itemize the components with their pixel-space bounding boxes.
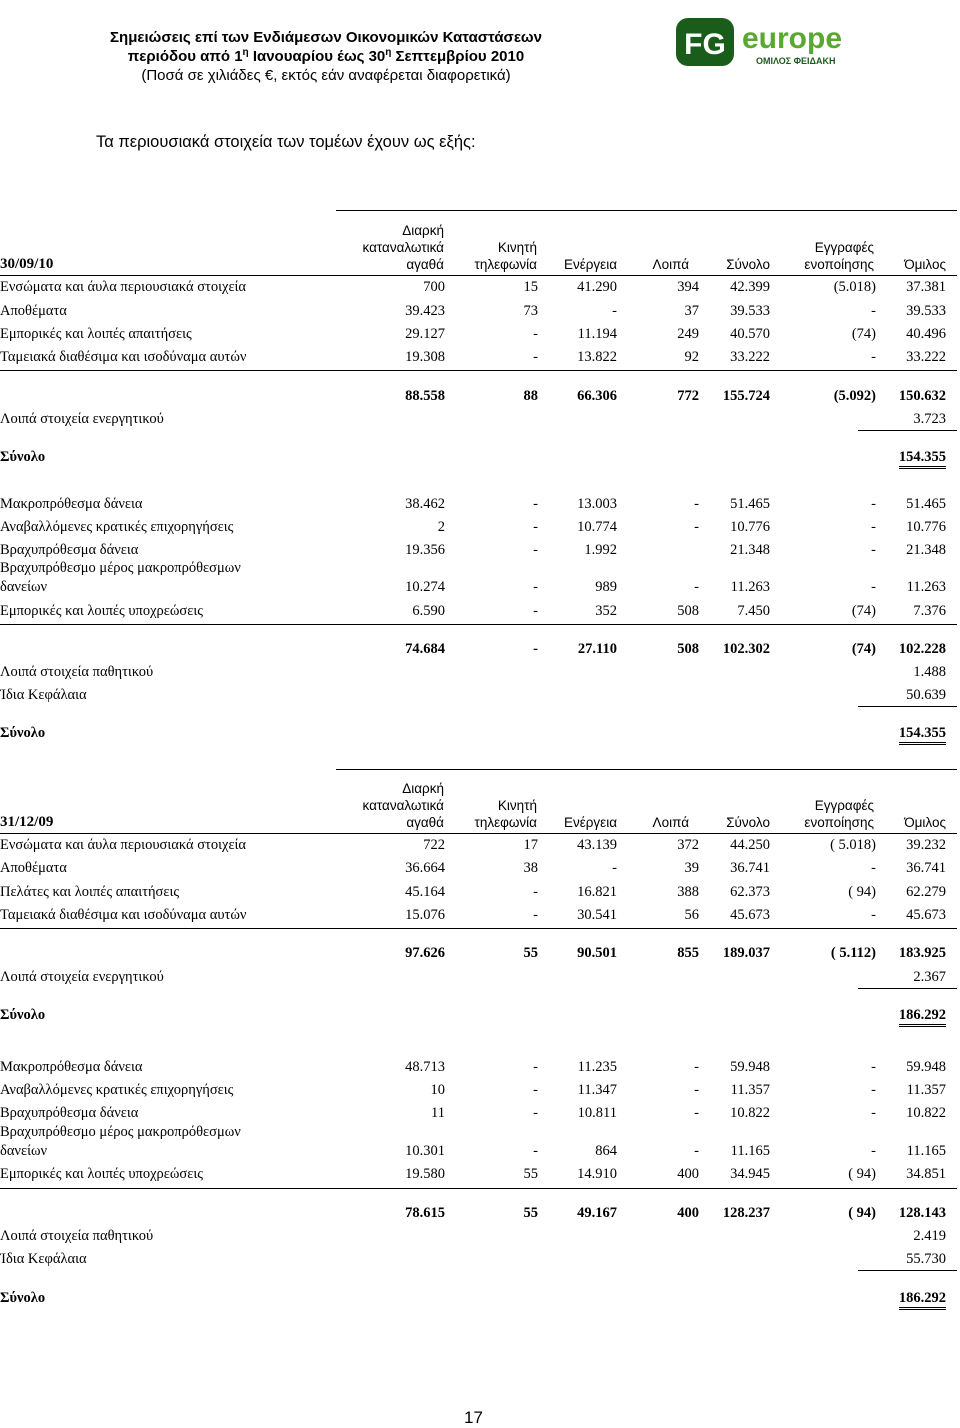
cell: 394 xyxy=(677,279,699,295)
table-row-label-line1 xyxy=(0,560,960,580)
cell: - xyxy=(612,860,617,876)
cell: - xyxy=(533,349,538,365)
subtotal-row xyxy=(0,641,960,661)
table-date: 31/12/09 xyxy=(0,814,54,830)
col-header-group: Όμιλος xyxy=(904,257,946,272)
cell: 92 xyxy=(684,349,699,365)
cell: 1.992 xyxy=(584,542,617,558)
cell: 2.419 xyxy=(913,1228,946,1244)
total-row xyxy=(0,725,960,745)
col-header-durables: Διαρκή καταναλωτικά αγαθά xyxy=(362,223,444,272)
table-row xyxy=(0,349,960,369)
cell: 40.570 xyxy=(730,326,770,342)
cell: 183.925 xyxy=(898,945,946,961)
cell: 21.348 xyxy=(906,542,946,558)
header-period-a: περιόδου από 1 xyxy=(127,48,243,65)
cell: 508 xyxy=(677,641,699,657)
row-label: Λοιπά στοιχεία παθητικού xyxy=(0,1228,154,1244)
table-top-rule xyxy=(336,769,957,770)
cell: 73 xyxy=(523,303,538,319)
cell: - xyxy=(871,349,876,365)
document-header xyxy=(0,28,652,85)
cell: 39.232 xyxy=(906,837,946,853)
row-label: Εμπορικές και λοιπές υποχρεώσεις xyxy=(0,603,203,619)
company-logo xyxy=(676,14,848,72)
cell: 40.496 xyxy=(906,326,946,342)
row-label: Βραχυπρόθεσμα δάνεια xyxy=(0,542,139,558)
cell: - xyxy=(694,496,699,512)
col-header-durables: Διαρκή καταναλωτικά αγαθά xyxy=(362,781,444,830)
cell: 55.730 xyxy=(906,1251,946,1267)
cell: 59.948 xyxy=(906,1059,946,1075)
cell: 154.355 xyxy=(899,449,946,469)
row-label: Λοιπά στοιχεία ενεργητικού xyxy=(0,969,164,985)
cell: 36.741 xyxy=(730,860,770,876)
cell: - xyxy=(533,496,538,512)
cell: 2 xyxy=(437,519,445,535)
total-rule xyxy=(858,1270,957,1271)
cell: 10.774 xyxy=(577,519,617,535)
cell: 10.776 xyxy=(730,519,770,535)
cell: 155.724 xyxy=(722,388,770,404)
cell: - xyxy=(533,1082,538,1098)
row-label: Πελάτες και λοιπές απαιτήσεις xyxy=(0,884,180,900)
col-header-total: Σύνολο xyxy=(726,257,770,272)
logo-subtitle: ΟΜΙΛΟΣ ΦΕΙΔΑΚΗ xyxy=(756,56,836,66)
cell: 16.821 xyxy=(577,884,617,900)
intro-text: Τα περιουσιακά στοιχεία των τομέων έχουν ως εξής: xyxy=(96,133,476,151)
cell: 29.127 xyxy=(405,326,445,342)
cell: 43.139 xyxy=(577,837,617,853)
cell: - xyxy=(694,1105,699,1121)
table-row xyxy=(0,326,960,346)
cell: 11.357 xyxy=(730,1082,770,1098)
table-row xyxy=(0,303,960,323)
cell: 45.673 xyxy=(906,907,946,923)
cell: 37.381 xyxy=(906,279,946,295)
cell: 39.533 xyxy=(906,303,946,319)
cell: 989 xyxy=(595,579,617,595)
row-label: Αποθέματα xyxy=(0,303,67,319)
cell: (5.018) xyxy=(833,279,876,295)
header-units: (Ποσά σε χιλιάδες €, εκτός εάν αναφέρεται διαφορετικά) xyxy=(141,67,511,84)
cell: - xyxy=(612,303,617,319)
table-row xyxy=(0,411,960,431)
row-label: Ταμειακά διαθέσιμα και ισοδύναμα αυτών xyxy=(0,907,247,923)
cell: - xyxy=(533,603,538,619)
cell: - xyxy=(871,579,876,595)
cell: 186.292 xyxy=(899,1290,946,1310)
cell: - xyxy=(533,907,538,923)
cell: 59.948 xyxy=(730,1059,770,1075)
table-row xyxy=(0,1251,960,1271)
header-period-sup2: η xyxy=(385,47,392,58)
subtotal-row xyxy=(0,945,960,965)
cell: 51.465 xyxy=(730,496,770,512)
cell: 33.222 xyxy=(906,349,946,365)
cell: 38.462 xyxy=(405,496,445,512)
cell: 388 xyxy=(677,884,699,900)
row-label: δανείων xyxy=(0,579,48,595)
row-label: Αποθέματα xyxy=(0,860,67,876)
cell: - xyxy=(871,860,876,876)
table-row xyxy=(0,664,960,684)
col-header-group: Όμιλος xyxy=(904,815,946,830)
cell: - xyxy=(533,1105,538,1121)
row-label: Αναβαλλόμενες κρατικές επιχορηγήσεις xyxy=(0,519,234,535)
row-label: δανείων xyxy=(0,1143,48,1159)
table-row xyxy=(0,860,960,880)
cell: - xyxy=(694,519,699,535)
cell: 39 xyxy=(684,860,699,876)
cell: - xyxy=(694,1143,699,1159)
cell: 10.274 xyxy=(405,579,445,595)
row-label: Εμπορικές και λοιπές υποχρεώσεις xyxy=(0,1166,203,1182)
cell: 372 xyxy=(677,837,699,853)
table-row-label-line1 xyxy=(0,1124,960,1144)
cell: 11.357 xyxy=(906,1082,946,1098)
cell: - xyxy=(871,1143,876,1159)
cell: 855 xyxy=(677,945,699,961)
cell: 700 xyxy=(423,279,445,295)
table-top-rule xyxy=(336,210,957,211)
header-title: Σημειώσεις επί των Ενδιάμεσων Οικονομικών Καταστάσεων xyxy=(110,29,542,46)
header-period-sup1: η xyxy=(242,47,249,58)
cell: 14.910 xyxy=(577,1166,617,1182)
cell: - xyxy=(871,1082,876,1098)
cell: 34.851 xyxy=(906,1166,946,1182)
cell: 10.822 xyxy=(730,1105,770,1121)
col-header-other: Λοιπά xyxy=(652,815,689,830)
cell: 62.279 xyxy=(906,884,946,900)
cell: ( 94) xyxy=(848,1166,876,1182)
subtotal-row xyxy=(0,1205,960,1225)
logo-graphic xyxy=(676,14,848,72)
cell: 10.811 xyxy=(577,1105,617,1121)
col-header-total: Σύνολο xyxy=(726,815,770,830)
cell: 2.367 xyxy=(913,969,946,985)
cell: 37 xyxy=(684,303,699,319)
table-date: 30/09/10 xyxy=(0,256,54,272)
cell: 3.723 xyxy=(913,411,946,427)
total-rule xyxy=(858,988,957,989)
cell: 55 xyxy=(523,945,538,961)
total-rule xyxy=(858,706,957,707)
cell: 55 xyxy=(523,1205,538,1221)
cell: 6.590 xyxy=(412,603,445,619)
table-row xyxy=(0,579,960,599)
cell: 90.501 xyxy=(577,945,617,961)
row-label: Βραχυπρόθεσμο μέρος μακροπρόθεσμων xyxy=(0,560,241,576)
row-label: Μακροπρόθεσμα δάνεια xyxy=(0,1059,143,1075)
cell: 11.235 xyxy=(577,1059,617,1075)
subtotal-rule xyxy=(0,624,957,625)
cell: 34.945 xyxy=(730,1166,770,1182)
header-period-c: Σεπτεμβρίου 2010 xyxy=(391,48,525,65)
cell: 11.194 xyxy=(577,326,617,342)
cell: 864 xyxy=(595,1143,617,1159)
col-header-energy: Ενέργεια xyxy=(563,257,617,272)
cell: 11.165 xyxy=(730,1143,770,1159)
cell: 56 xyxy=(684,907,699,923)
cell: 66.306 xyxy=(577,388,617,404)
cell: 352 xyxy=(595,603,617,619)
cell: 49.167 xyxy=(577,1205,617,1221)
row-label: Βραχυπρόθεσμα δάνεια xyxy=(0,1105,139,1121)
cell: 128.237 xyxy=(722,1205,770,1221)
table-row xyxy=(0,279,960,299)
cell: 722 xyxy=(423,837,445,853)
table-row xyxy=(0,1082,960,1102)
table-row xyxy=(0,496,960,516)
row-label: Εμπορικές και λοιπές απαιτήσεις xyxy=(0,326,192,342)
total-row xyxy=(0,1290,960,1310)
col-header-other: Λοιπά xyxy=(652,257,689,272)
cell: 48.713 xyxy=(405,1059,445,1075)
cell: 78.615 xyxy=(405,1205,445,1221)
table-row xyxy=(0,687,960,707)
table-row xyxy=(0,884,960,904)
cell: - xyxy=(871,1059,876,1075)
cell: 88 xyxy=(523,388,538,404)
cell: 33.222 xyxy=(730,349,770,365)
table-row xyxy=(0,1228,960,1248)
cell: 15 xyxy=(523,279,538,295)
cell: 400 xyxy=(677,1166,699,1182)
cell: - xyxy=(533,1143,538,1159)
header-period xyxy=(0,47,652,66)
row-label: Αναβαλλόμενες κρατικές επιχορηγήσεις xyxy=(0,1082,234,1098)
cell: 39.533 xyxy=(730,303,770,319)
cell: - xyxy=(533,579,538,595)
cell: 44.250 xyxy=(730,837,770,853)
row-label: Βραχυπρόθεσμο μέρος μακροπρόθεσμων xyxy=(0,1124,241,1140)
col-header-eliminations: Εγγραφές ενοποίησης xyxy=(804,240,874,272)
header-rule xyxy=(0,833,957,834)
cell: 21.348 xyxy=(730,542,770,558)
cell: 97.626 xyxy=(405,945,445,961)
cell: 102.302 xyxy=(722,641,770,657)
cell: - xyxy=(533,542,538,558)
cell: 13.822 xyxy=(577,349,617,365)
cell: (74) xyxy=(851,326,876,342)
cell: ( 94) xyxy=(848,884,876,900)
col-header-mobile: Κινητή τηλεφωνία xyxy=(474,240,537,272)
subtotal-row xyxy=(0,388,960,408)
subtotal-rule xyxy=(0,928,957,929)
cell: 17 xyxy=(523,837,538,853)
cell: - xyxy=(694,1059,699,1075)
cell: 11.347 xyxy=(577,1082,617,1098)
cell: (74) xyxy=(851,603,876,619)
cell: 128.143 xyxy=(898,1205,946,1221)
total-rule xyxy=(858,430,957,431)
cell: - xyxy=(533,884,538,900)
cell: 10.776 xyxy=(906,519,946,535)
cell: (5.092) xyxy=(833,388,876,404)
cell: 88.558 xyxy=(405,388,445,404)
cell: 55 xyxy=(523,1166,538,1182)
cell: 45.673 xyxy=(730,907,770,923)
row-label: Σύνολο xyxy=(0,449,46,465)
cell: - xyxy=(533,641,538,657)
cell: 30.541 xyxy=(577,907,617,923)
cell: 154.355 xyxy=(899,725,946,745)
cell: - xyxy=(533,519,538,535)
cell: 42.399 xyxy=(730,279,770,295)
cell: 11.263 xyxy=(730,579,770,595)
cell: 11 xyxy=(431,1105,445,1121)
cell: - xyxy=(871,303,876,319)
row-label: Ενσώματα και άυλα περιουσιακά στοιχεία xyxy=(0,279,247,295)
header-rule xyxy=(0,275,957,276)
cell: 508 xyxy=(677,603,699,619)
cell: 102.228 xyxy=(898,641,946,657)
col-header-energy: Ενέργεια xyxy=(563,815,617,830)
page-number: 17 xyxy=(464,1408,483,1427)
table-row xyxy=(0,1166,960,1186)
cell: 13.003 xyxy=(577,496,617,512)
cell: 39.423 xyxy=(405,303,445,319)
subtotal-rule xyxy=(0,370,957,371)
table-row xyxy=(0,969,960,989)
table-row xyxy=(0,542,960,562)
logo-mark: FG xyxy=(684,28,726,61)
cell: 249 xyxy=(677,326,699,342)
cell: 36.664 xyxy=(405,860,445,876)
cell: - xyxy=(533,1059,538,1075)
table-row xyxy=(0,1059,960,1079)
cell: - xyxy=(694,579,699,595)
cell: 10.822 xyxy=(906,1105,946,1121)
cell: 36.741 xyxy=(906,860,946,876)
row-label: Σύνολο xyxy=(0,1290,46,1306)
col-header-eliminations: Εγγραφές ενοποίησης xyxy=(804,798,874,830)
cell: 74.684 xyxy=(405,641,445,657)
cell: 150.632 xyxy=(898,388,946,404)
cell: 7.450 xyxy=(737,603,770,619)
cell: 10.301 xyxy=(405,1143,445,1159)
cell: - xyxy=(871,496,876,512)
cell: 189.037 xyxy=(722,945,770,961)
cell: 50.639 xyxy=(906,687,946,703)
header-period-b: Ιανουαρίου έως 30 xyxy=(248,48,386,65)
cell: 19.580 xyxy=(405,1166,445,1182)
col-header-mobile: Κινητή τηλεφωνία xyxy=(474,798,537,830)
cell: 7.376 xyxy=(913,603,946,619)
row-label: Ίδια Κεφάλαια xyxy=(0,1251,87,1267)
row-label: Ενσώματα και άυλα περιουσιακά στοιχεία xyxy=(0,837,247,853)
cell: (74) xyxy=(851,641,876,657)
row-label: Ταμειακά διαθέσιμα και ισοδύναμα αυτών xyxy=(0,349,247,365)
cell: ( 94) xyxy=(848,1205,876,1221)
cell: 51.465 xyxy=(906,496,946,512)
cell: 772 xyxy=(677,388,699,404)
cell: - xyxy=(694,1082,699,1098)
cell: 400 xyxy=(677,1205,699,1221)
cell: - xyxy=(871,519,876,535)
row-label: Σύνολο xyxy=(0,725,46,741)
cell: ( 5.018) xyxy=(830,837,876,853)
cell: 15.076 xyxy=(405,907,445,923)
cell: 19.356 xyxy=(405,542,445,558)
cell: - xyxy=(871,1105,876,1121)
subtotal-rule xyxy=(0,1188,957,1189)
cell: 11.263 xyxy=(906,579,946,595)
logo-name: europe xyxy=(742,22,843,55)
cell: ( 5.112) xyxy=(830,945,876,961)
cell: - xyxy=(871,907,876,923)
table-row xyxy=(0,519,960,539)
table-row xyxy=(0,837,960,857)
cell: 186.292 xyxy=(899,1007,946,1027)
cell: 41.290 xyxy=(577,279,617,295)
cell: 45.164 xyxy=(405,884,445,900)
cell: 1.488 xyxy=(913,664,946,680)
table-row xyxy=(0,907,960,927)
cell: 27.110 xyxy=(577,641,617,657)
row-label: Μακροπρόθεσμα δάνεια xyxy=(0,496,143,512)
row-label: Λοιπά στοιχεία παθητικού xyxy=(0,664,154,680)
cell: - xyxy=(533,326,538,342)
total-row xyxy=(0,449,960,469)
table-row xyxy=(0,1143,960,1163)
row-label: Λοιπά στοιχεία ενεργητικού xyxy=(0,411,164,427)
cell: 11.165 xyxy=(906,1143,946,1159)
cell: 62.373 xyxy=(730,884,770,900)
table-row xyxy=(0,603,960,623)
row-label: Σύνολο xyxy=(0,1007,46,1023)
table-row xyxy=(0,1105,960,1125)
cell: 19.308 xyxy=(405,349,445,365)
cell: 38 xyxy=(523,860,538,876)
row-label: Ίδια Κεφάλαια xyxy=(0,687,87,703)
total-row xyxy=(0,1007,960,1027)
cell: 10 xyxy=(430,1082,445,1098)
cell: - xyxy=(871,542,876,558)
